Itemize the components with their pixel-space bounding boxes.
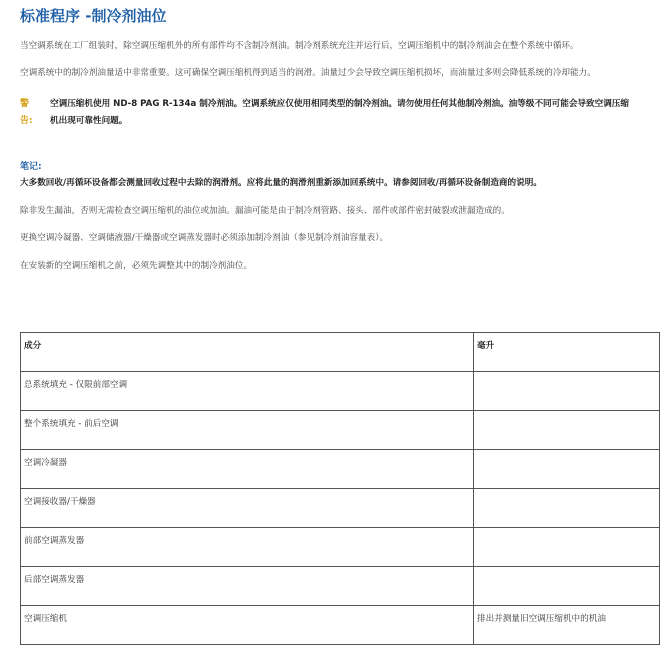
warning-label-line1: 警 [20,99,30,109]
table-cell-ml [474,372,660,411]
table-row [21,411,660,450]
warning-label [20,96,42,130]
table-cell-ml [474,567,660,606]
intro-paragraph-1: 当空调系统在工厂组装时，除空调压缩机外的所有部件均不含制冷剂油。制冷剂系统充注并运行后，空调压缩机中的制冷剂油会在整个系统中循环。 [20,41,579,51]
body-paragraph-5: 在安装新的空调压缩机之前，必须先调整其中的制冷剂油位。 [20,261,253,271]
table-cell-component: 整个系统填充 - 前后空调 [21,411,474,450]
oil-capacity-table [20,332,660,645]
table-row [21,567,660,606]
table-header-component: 成分 [21,333,474,372]
table-cell-component: 后部空调蒸发器 [21,567,474,606]
body-paragraph-4: 更换空调冷凝器、空调储液器/干燥器或空调蒸发器时必须添加制冷剂油（参见制冷剂油容量表）。 [20,233,389,243]
table-cell-component: 空调冷凝器 [21,450,474,489]
warning-text [50,96,629,130]
warning-text-line2: 机出现可靠性问题。 [50,116,128,126]
table-cell-component: 总系统填充 - 仅限前部空调 [21,372,474,411]
table-cell-ml: 排出并测量旧空调压缩机中的机油 [474,606,660,645]
body-paragraph-3: 除非发生漏油，否则无需检查空调压缩机的油位或加油。漏油可能是由于制冷剂管路、接头、部件或部件密封破裂或泄漏造成的。 [20,206,510,216]
warning-text-line1: 空调压缩机使用 ND-8 PAG R-134a 制冷剂油。空调系统应仅使用相同类型的制冷剂油。请勿使用任何其他制冷剂油。油等级不同可能会导致空调压缩 [50,99,629,109]
intro-paragraph-2: 空调系统中的制冷剂油量适中非常重要。这可确保空调压缩机得到适当的润滑。油量过少会导致空调压缩机损坏，而油量过多则会降低系统的冷却能力。 [20,68,596,78]
table-cell-component: 前部空调蒸发器 [21,528,474,567]
table-cell-ml [474,411,660,450]
table-row [21,450,660,489]
table-row [21,528,660,567]
page-title: 标准程序 -制冷剂油位 [20,7,167,25]
table-row [21,489,660,528]
table-cell-ml [474,450,660,489]
table-row [21,606,660,645]
table-header-row [21,333,660,372]
table-cell-ml [474,489,660,528]
warning-label-line2: 告: [20,116,33,126]
note-bold-text: 大多数回收/再循环设备都会测量回收过程中去除的润滑剂。应将此量的润滑剂重新添加回系统中。请参阅回收/再循环设备制造商的说明。 [20,178,542,188]
note-label: 笔记: [20,162,42,172]
table-cell-component: 空调压缩机 [21,606,474,645]
table-cell-ml [474,528,660,567]
table-cell-component: 空调接收器/干燥器 [21,489,474,528]
table-row [21,372,660,411]
table-header-ml: 毫升 [474,333,660,372]
